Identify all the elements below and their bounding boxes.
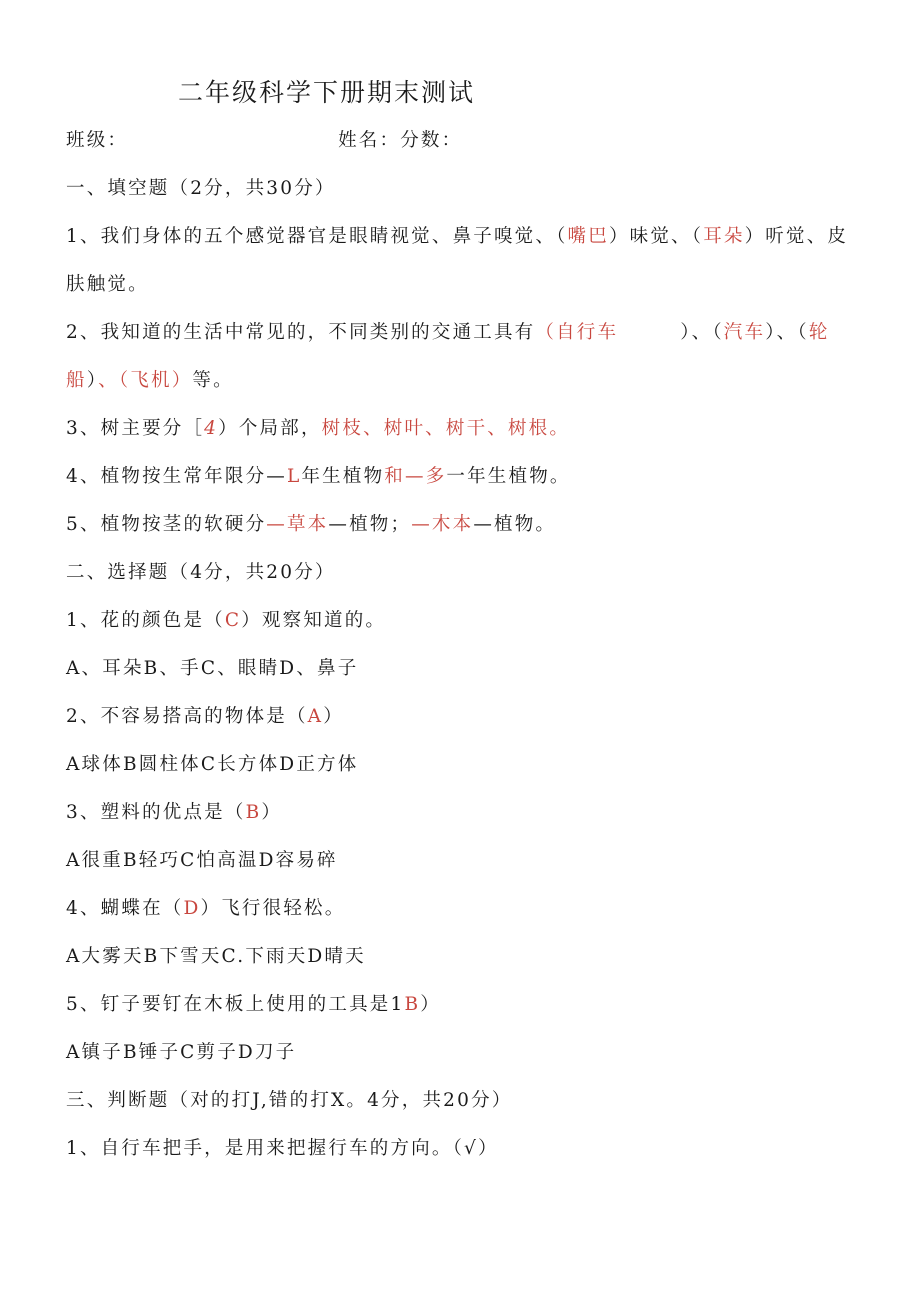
question-1-4: 4、植物按生常年限分—L年生植物和—多一年生植物。: [66, 466, 571, 487]
question-2-3: 3、塑料的优点是（B）: [66, 802, 283, 823]
question-2-1: 1、花的颜色是（C）观察知道的。: [66, 610, 387, 631]
section3-heading: 三、判断题（对的打J,错的打X。4分，共20分）: [66, 1090, 513, 1111]
question-1-2-cont: 船）、（飞机）等。: [66, 370, 234, 391]
question-2-4: 4、蝴蝶在（D）飞行很轻松。: [66, 898, 346, 919]
question-2-3-options: A很重B轻巧C怕高温D容易碎: [66, 850, 338, 871]
question-2-2: 2、不容易搭高的物体是（A）: [66, 706, 344, 727]
answer-bicycle: （自行车: [535, 322, 619, 343]
class-label: 班级：: [66, 130, 129, 151]
question-1-1: 1、我们身体的五个感觉器官是眼睛视觉、鼻子嗅觉、（嘴巴）味觉、（耳朵）听觉、皮: [66, 226, 849, 247]
question-1-1-cont: 肤触觉。: [66, 274, 149, 295]
page-title: 二年级科学下册期末测试: [178, 78, 476, 107]
question-3-1: 1、自行车把手，是用来把握行车的方向。（√）: [66, 1138, 499, 1159]
question-2-2-options: A球体B圆柱体C长方体D正方体: [66, 754, 359, 775]
answer-ship: 船: [66, 370, 87, 391]
answer-tree-parts: 树枝、树叶、树干、树根。: [321, 418, 571, 439]
question-2-5-options: A镇子B锤子C剪子D刀子: [66, 1042, 297, 1063]
score-label: 分数：: [400, 130, 463, 151]
question-1-3: 3、树主要分［4）个局部，树枝、树叶、树干、树根。: [66, 418, 571, 439]
section2-heading: 二、选择题（4分，共20分）: [66, 562, 336, 583]
question-2-4-options: A大雾天B下雪天C.下雨天D晴天: [66, 946, 366, 967]
header-fields: [66, 132, 462, 151]
answer-plane: 、（飞机）: [98, 370, 193, 391]
answer-four: 4: [204, 418, 219, 439]
question-2-5: 5、钉子要钉在木板上使用的工具是1B）: [66, 994, 441, 1015]
answer-car: 汽车: [723, 322, 766, 343]
question-2-1-options: A、耳朵B、手C、眼睛D、鼻子: [66, 658, 359, 679]
section1-heading: 一、填空题（2分，共30分）: [66, 178, 336, 199]
answer-mouth: 嘴巴: [567, 226, 609, 247]
question-1-5: 5、植物按茎的软硬分—草本—植物；—木本—植物。: [66, 514, 557, 535]
question-1-2: 2、我知道的生活中常见的，不同类别的交通工具有（自行车 ）、（汽车）、（轮: [66, 322, 830, 343]
answer-ear: 耳朵: [703, 226, 745, 247]
name-label: 姓名：: [338, 130, 401, 151]
